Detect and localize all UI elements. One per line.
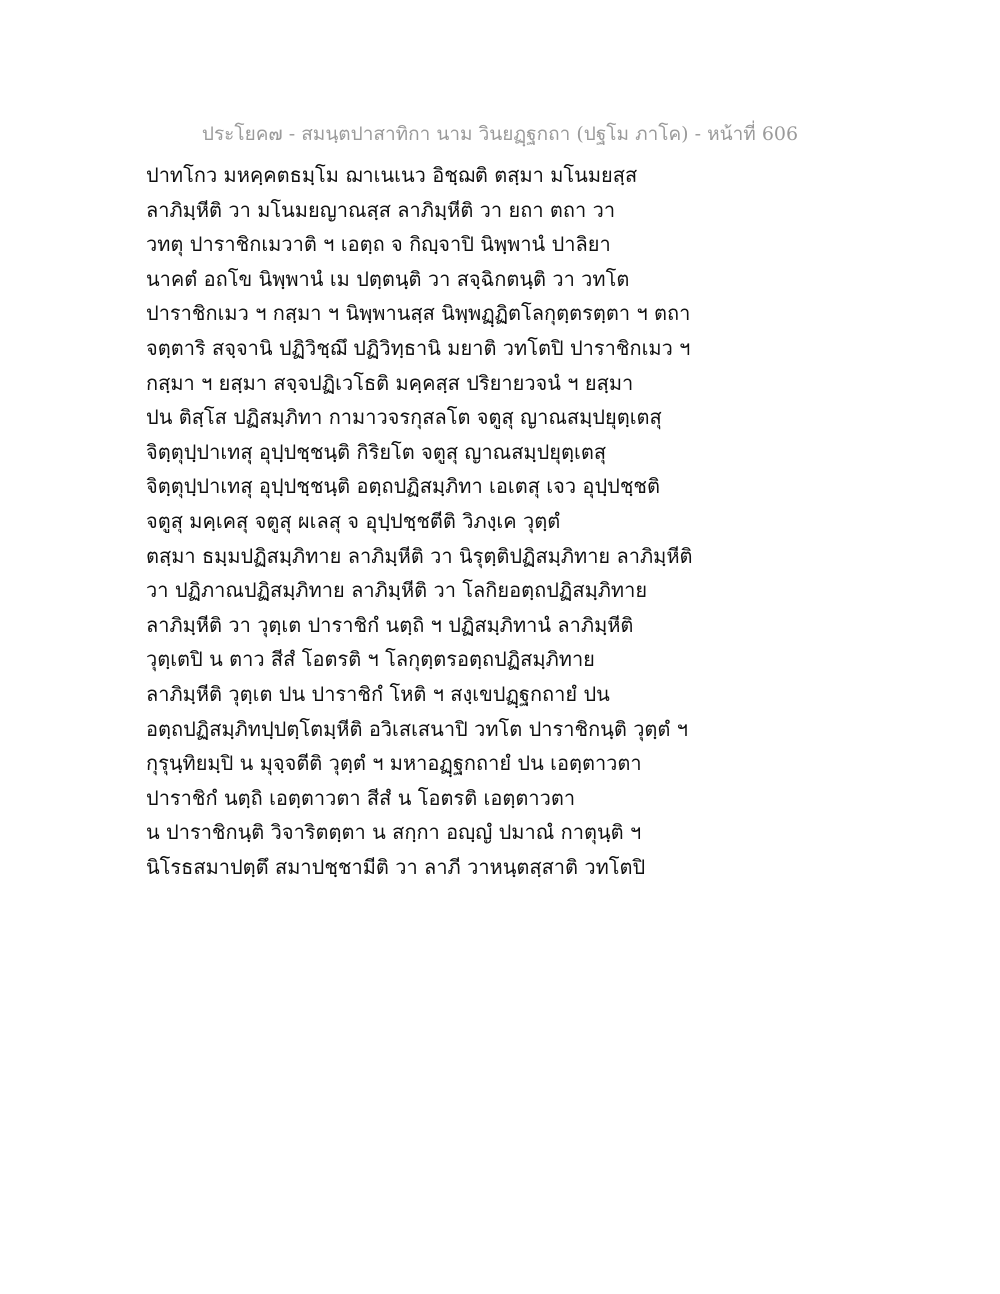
text-line: กุรุนฺทิยมฺปิ น มุจฺจตีติ วุตฺตํ ฯ มหาอฏฺฐกถายํ ปน เอตฺตาวตา [146, 751, 642, 776]
text-line: ปาราชิกเมว ฯ กสฺมา ฯ นิพฺพานสฺส นิพฺพฏฺฏิตโลกุตฺตรตฺตา ฯ ตถา [146, 301, 691, 326]
page-header: ประโยค๗ - สมนฺตปาสาทิกา นาม วินยฏฺฐกถา (ปฐโม ภาโค) - หน้าที่ 606 [201, 123, 799, 145]
text-line: ปาราชิกํ นตฺถิ เอตฺตาวตา สีสํ น โอตรติ เอตฺตาวตา [146, 785, 576, 810]
text-line: ลาภิมฺหีติ วุตฺเต ปน ปาราชิกํ โหติ ฯ สงฺเขปฏฺฐกถายํ ปน [146, 681, 610, 706]
text-line: ลาภิมฺหีติ วา วุตฺเต ปาราชิกํ นตฺถิ ฯ ปฏิสมฺภิทานํ ลาภิมฺหีติ [146, 612, 634, 637]
text-line: วา ปฏิภาณปฏิสมฺภิทาย ลาภิมฺหีติ วา โลกิยอตฺถปฏิสมฺภิทาย [146, 578, 648, 603]
text-line: จตฺตาริ สจฺจานิ ปฏิวิชฺฌึ ปฏิวิทฺธานิ มยาติ วทโตปิ ปาราชิกเมว ฯ [146, 335, 691, 360]
text-line: กสฺมา ฯ ยสฺมา สจฺจปฏิเวโธติ มคฺคสฺส ปริยายวจนํ ฯ ยสฺมา [146, 370, 634, 395]
text-line: ปาทโกว มหคฺคตธมฺโม ฌาเนเนว อิชฺฌติ ตสฺมา มโนมยสฺส [146, 163, 638, 187]
text-line: อตฺถปฏิสมฺภิทปฺปตฺโตมฺหีติ อวิเสเสนาปิ วทโต ปาราชิกนฺติ วุตฺตํ ฯ [146, 716, 688, 741]
text-line: น ปาราชิกนฺติ วิจาริตตฺตา น สกฺกา อญฺญํ ปมาณํ กาตุนฺติ ฯ [146, 820, 642, 845]
text-line: วทตุ ปาราชิกเมวาติ ฯ เอตฺถ จ กิญฺจาปิ นิพฺพานํ ปาลิยา [146, 232, 611, 257]
text-line: ตสฺมา ธมฺมปฏิสมฺภิทาย ลาภิมฺหีติ วา นิรุตฺติปฏิสมฺภิทาย ลาภิมฺหีติ [146, 543, 693, 568]
text-line: ลาภิมฺหีติ วา มโนมยญาณสฺส ลาภิมฺหีติ วา ยถา ตถา วา [146, 197, 616, 222]
text-line: จตูสุ มคฺเคสุ จตูสุ ผเลสุ จ อุปฺปชฺชตีติ วิภงฺเค วุตฺตํ [146, 508, 561, 533]
text-line: วุตฺเตปิ น ตาว สีสํ โอตรติ ฯ โลกุตฺตรอตฺถปฏิสมฺภิทาย [146, 647, 595, 672]
text-line: จิตฺตุปฺปาเทสุ อุปฺปชฺชนฺติ อตฺถปฏิสมฺภิทา เอเตสุ เจว อุปฺปชฺชติ [146, 474, 660, 499]
text-line: ปน ติสฺโส ปฏิสมฺภิทา กามาวจรกุสลโต จตูสุ ญาณสมฺปยุตฺเตสุ [146, 405, 662, 430]
body-text [146, 158, 866, 884]
text-line: นาคตํ อถโข นิพฺพานํ เม ปตฺตนฺติ วา สจฺฉิกตนฺติ วา วทโต [146, 266, 630, 291]
text-line: นิโรธสมาปตฺตึ สมาปชฺชามีติ วา ลาภี วาหนฺตสฺสาติ วทโตปิ [146, 854, 646, 879]
text-line: จิตฺตุปฺปาเทสุ อุปฺปชฺชนฺติ กิริยโต จตูสุ ญาณสมฺปยุตฺเตสุ [146, 439, 607, 464]
